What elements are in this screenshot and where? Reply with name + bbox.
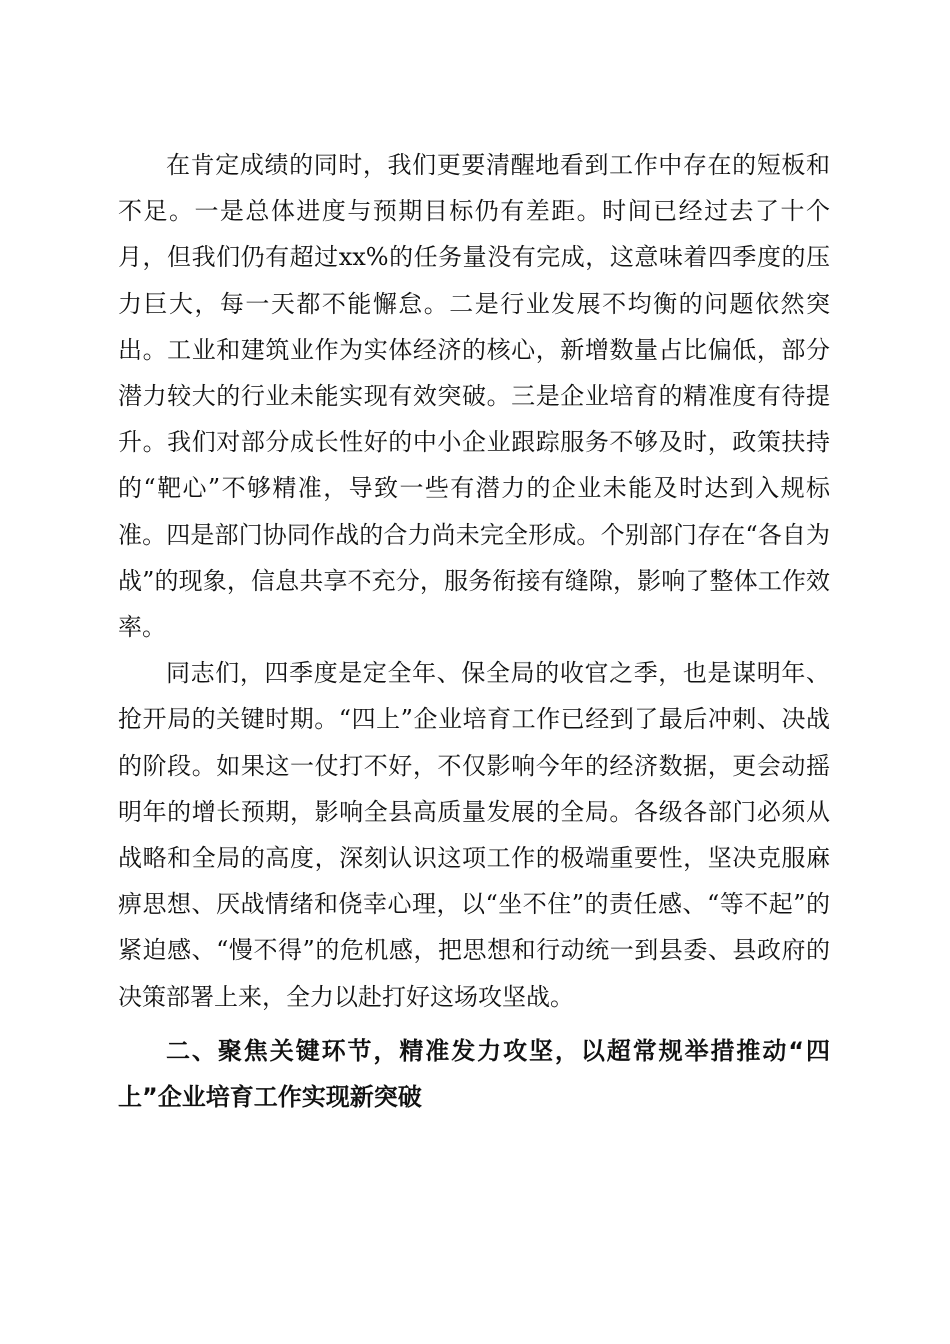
paragraph-shortcomings: 在肯定成绩的同时，我们更要清醒地看到工作中存在的短板和不足。一是总体进度与预期目标仍有差距。时间已经过去了十个月，但我们仍有超过xx%的任务量没有完成，这意味着四季度的压力巨大，每一天都不能懈怠。二是行业发展不均衡的问题依然突出。工业和建筑业作为实体经济的核心，新增数量占比偏低，部分潜力较大的行业未能实现有效突破。三是企业培育的精准度有待提升。我们对部分成长性好的中小企业跟踪服务不够及时，政策扶持的“靶心”不够精准，导致一些有潜力的企业未能及时达到入规标准。四是部门协同作战的合力尚未完全形成。个别部门存在“各自为战”的现象，信息共享不充分，服务衔接有缝隙，影响了整体工作效率。 — [118, 151, 830, 642]
document-body — [118, 142, 830, 1120]
paragraph-fourth-quarter: 同志们，四季度是定全年、保全局的收官之季，也是谋明年、抢开局的关键时期。“四上”企业培育工作已经到了最后冲刺、决战的阶段。如果这一仗打不好，不仅影响今年的经济数据，更会动摇明年的增长预期，影响全县高质量发展的全局。各级各部门必须从战略和全局的高度，深刻认识这项工作的极端重要性，坚决克服麻痹思想、厌战情绪和侥幸心理，以“坐不住”的责任感、“等不起”的紧迫感、“慢不得”的危机感，把思想和行动统一到县委、县政府的决策部署上来，全力以赴打好这场攻坚战。 — [118, 659, 830, 1011]
section-heading: 二、聚焦关键环节，精准发力攻坚，以超常规举措推动“四上”企业培育工作实现新突破 — [118, 1036, 830, 1112]
